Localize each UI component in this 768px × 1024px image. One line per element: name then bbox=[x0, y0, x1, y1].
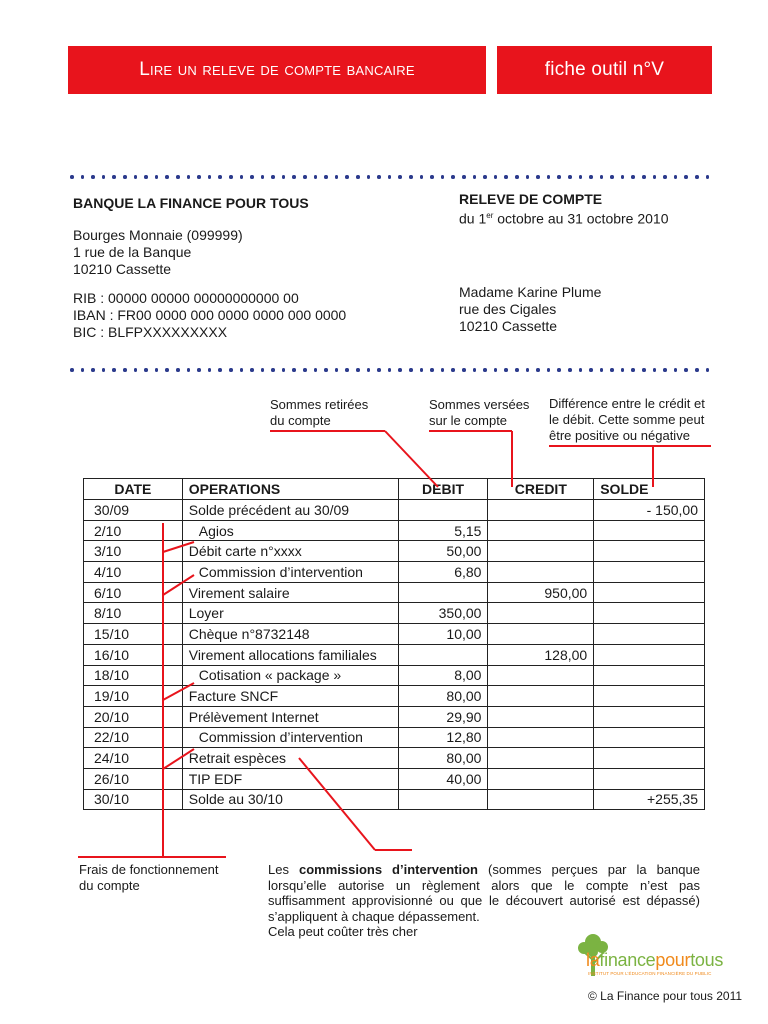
cell-date: 16/10 bbox=[84, 644, 183, 665]
separator-dot bbox=[345, 175, 349, 179]
separator-dot bbox=[123, 175, 127, 179]
separator-dot bbox=[282, 368, 286, 372]
cell-solde: +255,35 bbox=[594, 789, 705, 810]
bank-address-line: Bourges Monnaie (099999) bbox=[73, 227, 243, 243]
cell-credit bbox=[488, 562, 594, 583]
separator-dot bbox=[398, 368, 402, 372]
cell-debit: 80,00 bbox=[398, 748, 488, 769]
cell-solde bbox=[594, 541, 705, 562]
separator-dot bbox=[367, 368, 371, 372]
separator-dot bbox=[409, 368, 413, 372]
separator-dot bbox=[102, 368, 106, 372]
separator-dot bbox=[536, 175, 540, 179]
separator-dot bbox=[165, 175, 169, 179]
cell-credit bbox=[488, 603, 594, 624]
cell-credit bbox=[488, 789, 594, 810]
separator-dot bbox=[134, 368, 138, 372]
copyright: © La Finance pour tous 2011 bbox=[588, 989, 743, 1003]
separator-dot bbox=[674, 368, 678, 372]
separator-dot bbox=[218, 368, 222, 372]
cell-operation: Virement salaire bbox=[182, 582, 398, 603]
separator-dot bbox=[123, 368, 127, 372]
cell-solde: - 150,00 bbox=[594, 500, 705, 521]
separator-dot bbox=[684, 175, 688, 179]
table-row bbox=[84, 541, 705, 562]
separator-dot bbox=[589, 175, 593, 179]
separator-dot bbox=[663, 175, 667, 179]
separator-dot bbox=[568, 175, 572, 179]
recipient-line: 10210 Cassette bbox=[459, 318, 558, 334]
separator-dot bbox=[526, 368, 530, 372]
separator-dot bbox=[303, 368, 307, 372]
separator-dot bbox=[102, 175, 106, 179]
separator-dot bbox=[451, 175, 455, 179]
separator-dot bbox=[398, 175, 402, 179]
separator-dot bbox=[155, 175, 159, 179]
cell-operation: Loyer bbox=[182, 603, 398, 624]
commissions-text: (sommes perçues par la banque lorsqu’elle autorise un règlement alors que le compte n’est pas suffisamment approvisionné ou que le découvert autorisé est dépassé) s’appliquent à chaque dépassement. bbox=[268, 862, 701, 924]
iban: IBAN : FR00 0000 000 0000 0000 000 0000 bbox=[73, 307, 347, 323]
separator-dot bbox=[430, 368, 434, 372]
separator-dot bbox=[430, 175, 434, 179]
annotation-line: Sommes versées bbox=[429, 397, 530, 412]
separator-dot bbox=[653, 175, 657, 179]
cell-credit bbox=[488, 686, 594, 707]
cell-debit bbox=[398, 644, 488, 665]
separator-dot bbox=[610, 368, 614, 372]
cell-debit: 40,00 bbox=[398, 768, 488, 789]
separator-dot bbox=[695, 175, 699, 179]
separator-dot bbox=[81, 175, 85, 179]
separator-dot bbox=[324, 368, 328, 372]
frais-annotation bbox=[79, 862, 218, 894]
separator-dot bbox=[250, 368, 254, 372]
cell-operation: Débit carte n°xxxx bbox=[182, 541, 398, 562]
separator-dot bbox=[356, 175, 360, 179]
cell-operation: Prélèvement Internet bbox=[182, 706, 398, 727]
cell-solde bbox=[594, 748, 705, 769]
cell-date: 20/10 bbox=[84, 706, 183, 727]
separator-dot bbox=[165, 368, 169, 372]
bank-address bbox=[73, 227, 243, 278]
separator-dot bbox=[314, 175, 318, 179]
separator-dot bbox=[324, 175, 328, 179]
separator-dot bbox=[208, 368, 212, 372]
separator-dot bbox=[335, 175, 339, 179]
separator-dot bbox=[91, 368, 95, 372]
column-header-date: DATE bbox=[84, 479, 183, 500]
bank-address-line: 10210 Cassette bbox=[73, 261, 172, 277]
cell-credit bbox=[488, 541, 594, 562]
separator-dot bbox=[462, 368, 466, 372]
cell-solde bbox=[594, 706, 705, 727]
separator-dot bbox=[409, 175, 413, 179]
separator-dot bbox=[91, 175, 95, 179]
annotation-line: être positive ou négative bbox=[549, 428, 690, 443]
separator-dot bbox=[250, 175, 254, 179]
separator-dot bbox=[451, 368, 455, 372]
separator-dot bbox=[706, 368, 710, 372]
table-row bbox=[84, 562, 705, 583]
separator-dot bbox=[526, 175, 530, 179]
separator-dot bbox=[292, 175, 296, 179]
cell-solde bbox=[594, 582, 705, 603]
separator-dot bbox=[483, 368, 487, 372]
table-row bbox=[84, 665, 705, 686]
cell-operation: Cotisation « package » bbox=[182, 665, 398, 686]
commissions-last-line: Cela peut coûter très cher bbox=[268, 924, 418, 939]
cell-credit bbox=[488, 520, 594, 541]
separator-dot bbox=[240, 368, 244, 372]
cell-operation: Chèque n°8732148 bbox=[182, 624, 398, 645]
separator-dot bbox=[547, 175, 551, 179]
separator-dot bbox=[706, 175, 710, 179]
separator-dot bbox=[473, 175, 477, 179]
annotation-line: Frais de fonctionnement bbox=[79, 862, 219, 877]
cell-operation: TIP EDF bbox=[182, 768, 398, 789]
logo-tagline: INSTITUT POUR L’ÉDUCATION FINANCIÈRE DU PUBLIC bbox=[588, 971, 712, 976]
period-sup: er bbox=[486, 211, 494, 220]
cell-debit: 10,00 bbox=[398, 624, 488, 645]
separator-dot bbox=[473, 368, 477, 372]
recipient-line: rue des Cigales bbox=[459, 301, 557, 317]
separator-dot bbox=[282, 175, 286, 179]
separator-dot bbox=[536, 368, 540, 372]
separator-dot bbox=[367, 175, 371, 179]
cell-operation: Retrait espèces bbox=[182, 748, 398, 769]
cell-date: 30/10 bbox=[84, 789, 183, 810]
cell-debit bbox=[398, 582, 488, 603]
separator-dot bbox=[388, 368, 392, 372]
table-row bbox=[84, 582, 705, 603]
cell-solde bbox=[594, 644, 705, 665]
cell-solde bbox=[594, 686, 705, 707]
cell-debit: 29,90 bbox=[398, 706, 488, 727]
logo-word-tous: tous bbox=[690, 950, 724, 970]
separator-dot bbox=[176, 368, 180, 372]
cell-operation: Solde au 30/10 bbox=[182, 789, 398, 810]
recipient-address bbox=[459, 284, 601, 335]
separator-dot bbox=[218, 175, 222, 179]
cell-operation: Solde précédent au 30/09 bbox=[182, 500, 398, 521]
debit-annotation bbox=[270, 397, 368, 429]
separator-dot bbox=[494, 175, 498, 179]
cell-debit: 8,00 bbox=[398, 665, 488, 686]
table-row bbox=[84, 686, 705, 707]
cell-debit bbox=[398, 789, 488, 810]
separator-dot bbox=[663, 368, 667, 372]
cell-date: 19/10 bbox=[84, 686, 183, 707]
separator-dot bbox=[70, 368, 74, 372]
separator-dot bbox=[504, 175, 508, 179]
cell-solde bbox=[594, 727, 705, 748]
separator-dot bbox=[568, 368, 572, 372]
separator-dot bbox=[314, 368, 318, 372]
separator-dot bbox=[441, 368, 445, 372]
cell-date: 2/10 bbox=[84, 520, 183, 541]
statement-table bbox=[83, 478, 705, 810]
cell-credit bbox=[488, 500, 594, 521]
cell-date: 24/10 bbox=[84, 748, 183, 769]
separator-dot bbox=[377, 368, 381, 372]
logo-word-pour: pour bbox=[655, 950, 691, 970]
commissions-bold: commissions d’intervention bbox=[298, 862, 479, 877]
table-row bbox=[84, 603, 705, 624]
separator-dot bbox=[631, 368, 635, 372]
separator-dot bbox=[345, 368, 349, 372]
separator-dot bbox=[377, 175, 381, 179]
separator-dot bbox=[653, 368, 657, 372]
separator-dot bbox=[674, 175, 678, 179]
title-banner bbox=[68, 46, 486, 94]
cell-date: 8/10 bbox=[84, 603, 183, 624]
cell-operation: Virement allocations familiales bbox=[182, 644, 398, 665]
column-header-credit: CREDIT bbox=[488, 479, 594, 500]
dotted-separator-top bbox=[70, 173, 710, 181]
commissions-prefix: Les bbox=[268, 862, 299, 877]
cell-credit bbox=[488, 665, 594, 686]
cell-credit bbox=[488, 748, 594, 769]
table-row bbox=[84, 624, 705, 645]
separator-dot bbox=[631, 175, 635, 179]
separator-dot bbox=[144, 175, 148, 179]
separator-dot bbox=[589, 368, 593, 372]
cell-solde bbox=[594, 624, 705, 645]
separator-dot bbox=[271, 368, 275, 372]
separator-dot bbox=[621, 368, 625, 372]
cell-date: 26/10 bbox=[84, 768, 183, 789]
separator-dot bbox=[579, 368, 583, 372]
table-row bbox=[84, 644, 705, 665]
period-rest: octobre au 31 octobre 2010 bbox=[497, 210, 669, 227]
table-row bbox=[84, 500, 705, 521]
cell-debit: 80,00 bbox=[398, 686, 488, 707]
rib: RIB : 00000 00000 00000000000 00 bbox=[73, 290, 299, 306]
credit-annotation bbox=[429, 397, 529, 429]
cell-date: 6/10 bbox=[84, 582, 183, 603]
separator-dot bbox=[494, 368, 498, 372]
separator-dot bbox=[187, 175, 191, 179]
separator-dot bbox=[81, 368, 85, 372]
separator-dot bbox=[642, 368, 646, 372]
separator-dot bbox=[441, 175, 445, 179]
table-row bbox=[84, 768, 705, 789]
separator-dot bbox=[292, 368, 296, 372]
cell-date: 30/09 bbox=[84, 500, 183, 521]
cell-credit bbox=[488, 727, 594, 748]
cell-solde bbox=[594, 768, 705, 789]
cell-solde bbox=[594, 520, 705, 541]
separator-dot bbox=[504, 368, 508, 372]
separator-dot bbox=[600, 368, 604, 372]
separator-dot bbox=[240, 175, 244, 179]
separator-dot bbox=[557, 368, 561, 372]
separator-dot bbox=[579, 175, 583, 179]
statement-title: RELEVE DE COMPTE bbox=[459, 191, 603, 207]
cell-debit: 350,00 bbox=[398, 603, 488, 624]
logo-word-finance: finance bbox=[599, 950, 656, 970]
annotation-line: Sommes retirées bbox=[270, 397, 369, 412]
logo bbox=[576, 932, 736, 982]
period-prefix: du 1 bbox=[459, 210, 487, 227]
column-header-debit: DEBIT bbox=[398, 479, 488, 500]
separator-dot bbox=[335, 368, 339, 372]
cell-credit bbox=[488, 624, 594, 645]
separator-dot bbox=[197, 175, 201, 179]
table-row bbox=[84, 789, 705, 810]
separator-dot bbox=[155, 368, 159, 372]
cell-credit: 950,00 bbox=[488, 582, 594, 603]
column-header-operations: OPERATIONS bbox=[182, 479, 398, 500]
dotted-separator-bottom bbox=[70, 366, 710, 374]
separator-dot bbox=[197, 368, 201, 372]
separator-dot bbox=[229, 368, 233, 372]
cell-credit bbox=[488, 706, 594, 727]
annotation-line: du compte bbox=[270, 413, 331, 428]
separator-dot bbox=[303, 175, 307, 179]
separator-dot bbox=[208, 175, 212, 179]
table-row bbox=[84, 748, 705, 769]
bank-identifiers bbox=[73, 290, 346, 341]
separator-dot bbox=[70, 175, 74, 179]
page-title: Lire un releve de compte bancaire bbox=[139, 59, 415, 80]
cell-operation: Commission d’intervention bbox=[182, 562, 398, 583]
annotation-line: le débit. Cette somme peut bbox=[549, 412, 705, 427]
separator-dot bbox=[187, 368, 191, 372]
recipient-line: Madame Karine Plume bbox=[459, 284, 602, 300]
logo-word-la: la bbox=[586, 950, 600, 970]
table-row bbox=[84, 727, 705, 748]
separator-dot bbox=[420, 175, 424, 179]
cell-solde bbox=[594, 603, 705, 624]
separator-dot bbox=[684, 368, 688, 372]
separator-dot bbox=[621, 175, 625, 179]
separator-dot bbox=[229, 175, 233, 179]
cell-solde bbox=[594, 665, 705, 686]
separator-dot bbox=[356, 368, 360, 372]
separator-dot bbox=[610, 175, 614, 179]
cell-credit: 128,00 bbox=[488, 644, 594, 665]
commissions-annotation bbox=[268, 862, 700, 940]
fiche-banner bbox=[497, 46, 712, 94]
cell-date: 15/10 bbox=[84, 624, 183, 645]
separator-dot bbox=[134, 175, 138, 179]
cell-debit: 5,15 bbox=[398, 520, 488, 541]
column-header-solde: SOLDE bbox=[594, 479, 705, 500]
cell-debit: 6,80 bbox=[398, 562, 488, 583]
separator-dot bbox=[547, 368, 551, 372]
separator-dot bbox=[515, 368, 519, 372]
annotation-line: Différence entre le crédit et bbox=[549, 396, 705, 411]
statement-period bbox=[459, 207, 669, 228]
bank-address-line: 1 rue de la Banque bbox=[73, 244, 192, 260]
cell-debit bbox=[398, 500, 488, 521]
separator-dot bbox=[144, 368, 148, 372]
separator-dot bbox=[271, 175, 275, 179]
cell-operation: Facture SNCF bbox=[182, 686, 398, 707]
separator-dot bbox=[462, 175, 466, 179]
solde-annotation bbox=[549, 396, 705, 444]
separator-dot bbox=[388, 175, 392, 179]
separator-dot bbox=[112, 368, 116, 372]
separator-dot bbox=[695, 368, 699, 372]
separator-dot bbox=[261, 368, 265, 372]
separator-dot bbox=[600, 175, 604, 179]
separator-dot bbox=[557, 175, 561, 179]
table-row bbox=[84, 706, 705, 727]
annotation-line: sur le compte bbox=[429, 413, 508, 428]
bic: BIC : BLFPXXXXXXXXX bbox=[73, 324, 228, 340]
cell-debit: 50,00 bbox=[398, 541, 488, 562]
bank-name: BANQUE LA FINANCE POUR TOUS bbox=[73, 195, 309, 211]
separator-dot bbox=[420, 368, 424, 372]
cell-credit bbox=[488, 768, 594, 789]
cell-solde bbox=[594, 562, 705, 583]
separator-dot bbox=[642, 175, 646, 179]
logo-wordmark bbox=[586, 950, 723, 971]
separator-dot bbox=[261, 175, 265, 179]
table-header-row bbox=[84, 479, 705, 500]
separator-dot bbox=[515, 175, 519, 179]
cell-debit: 12,80 bbox=[398, 727, 488, 748]
cell-date: 22/10 bbox=[84, 727, 183, 748]
cell-operation: Commission d’intervention bbox=[182, 727, 398, 748]
separator-dot bbox=[112, 175, 116, 179]
separator-dot bbox=[176, 175, 180, 179]
table-row bbox=[84, 520, 705, 541]
cell-date: 4/10 bbox=[84, 562, 183, 583]
cell-date: 18/10 bbox=[84, 665, 183, 686]
annotation-line: du compte bbox=[79, 878, 140, 893]
separator-dot bbox=[483, 175, 487, 179]
cell-operation: Agios bbox=[182, 520, 398, 541]
cell-date: 3/10 bbox=[84, 541, 183, 562]
fiche-label: fiche outil n°V bbox=[544, 59, 665, 80]
